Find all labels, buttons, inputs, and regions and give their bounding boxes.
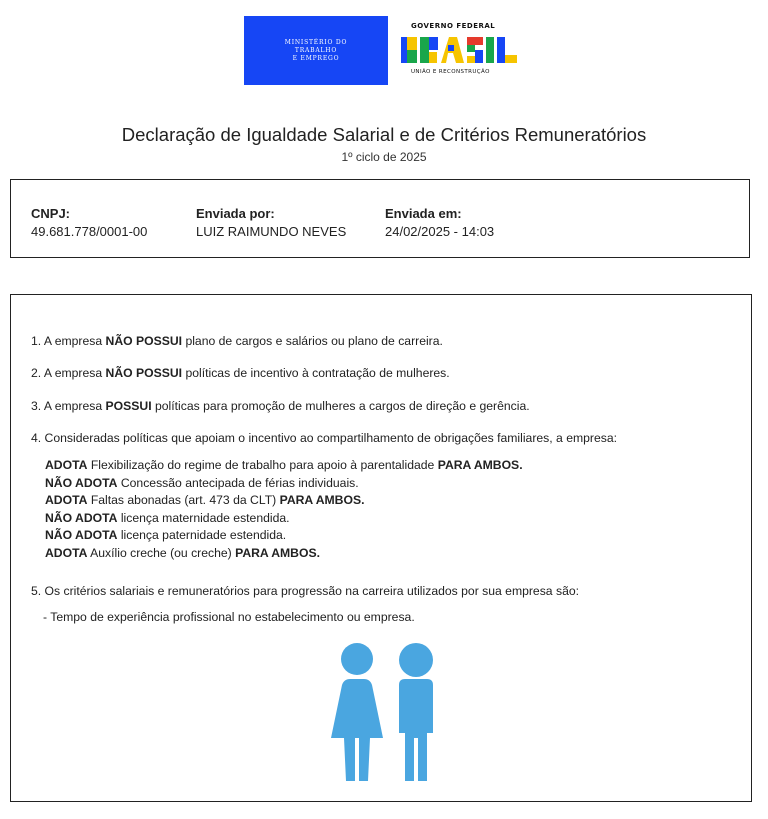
declaration-box bbox=[10, 294, 752, 802]
policy-text: Auxílio creche (ou creche) bbox=[87, 546, 236, 560]
policy-text: Flexibilização do regime de trabalho para apoio à parentalidade bbox=[87, 458, 438, 472]
item-text: 3. A empresa bbox=[31, 399, 106, 413]
item-status: NÃO POSSUI bbox=[105, 334, 183, 348]
cnpj-value: 49.681.778/0001-00 bbox=[31, 224, 148, 239]
policy-item bbox=[45, 475, 359, 493]
policy-text: Faltas abonadas (art. 473 da CLT) bbox=[87, 493, 280, 508]
declaration-item-2 bbox=[31, 366, 450, 380]
policy-item bbox=[45, 457, 523, 475]
brasil-wordmark bbox=[401, 33, 519, 67]
policy-text: Concessão antecipada de férias individuais. bbox=[117, 475, 359, 490]
criteria-item: - Tempo de experiência profissional no estabelecimento ou empresa. bbox=[43, 610, 415, 624]
declaration-item-3 bbox=[31, 399, 530, 413]
policy-status: NÃO ADOTA bbox=[45, 510, 118, 525]
logo-mte-line: TRABALHO bbox=[294, 46, 338, 54]
submission-info-box bbox=[10, 179, 750, 258]
policy-suffix: PARA AMBOS. bbox=[279, 493, 365, 508]
ministerio-trabalho-logo bbox=[244, 16, 388, 85]
item-text: plano de cargos e salários ou plano de carreira. bbox=[182, 334, 443, 348]
item-status: POSSUI bbox=[105, 399, 152, 413]
declaration-item-1 bbox=[31, 334, 443, 348]
policy-status: NÃO ADOTA bbox=[45, 528, 118, 543]
logo-gov-top: GOVERNO FEDERAL bbox=[411, 22, 496, 30]
page-subtitle: 1º ciclo de 2025 bbox=[341, 150, 427, 164]
page-title: Declaração de Igualdade Salarial e de Critérios Remuneratórios bbox=[121, 124, 647, 145]
sent-at-value: 24/02/2025 - 14:03 bbox=[385, 224, 495, 239]
item-text: 1. A empresa bbox=[31, 334, 106, 348]
declaration-item-4: 4. Consideradas políticas que apoiam o incentivo ao compartilhamento de obrigações familiares, a empresa: bbox=[31, 431, 617, 445]
cnpj-label: CNPJ: bbox=[31, 206, 71, 221]
policy-suffix: PARA AMBOS. bbox=[437, 458, 523, 472]
sent-by-value: LUIZ RAIMUNDO NEVES bbox=[196, 224, 347, 239]
policy-suffix: PARA AMBOS. bbox=[235, 546, 320, 560]
item-text: políticas para promoção de mulheres a cargos de direção e gerência. bbox=[151, 399, 530, 413]
policy-text: licença paternidade estendida. bbox=[117, 528, 287, 543]
policy-item bbox=[45, 545, 320, 563]
governo-federal-logo bbox=[401, 22, 519, 82]
logo-mte-line: MINISTÉRIO DO bbox=[284, 38, 348, 46]
policy-status: NÃO ADOTA bbox=[45, 475, 118, 490]
policy-item bbox=[45, 527, 286, 545]
logo-gov-bottom: UNIÃO E RECONSTRUÇÃO bbox=[411, 69, 490, 75]
item-text: políticas de incentivo à contratação de mulheres. bbox=[182, 366, 450, 380]
policy-text: licença maternidade estendida. bbox=[117, 510, 290, 525]
policy-status: ADOTA bbox=[45, 493, 88, 508]
policy-status: ADOTA bbox=[45, 458, 88, 472]
declaration-item-5: 5. Os critérios salariais e remuneratórios para progressão na carreira utilizados por sua empresa são: bbox=[31, 584, 580, 598]
item-status: NÃO POSSUI bbox=[105, 366, 183, 380]
item-text: 2. A empresa bbox=[31, 366, 106, 380]
sent-by-label: Enviada por: bbox=[196, 206, 275, 221]
logo-mte-line: E EMPREGO bbox=[292, 54, 340, 62]
policy-item bbox=[45, 510, 290, 528]
sent-by-field bbox=[196, 205, 346, 241]
woman-man-icon bbox=[317, 643, 447, 783]
cnpj-field bbox=[31, 205, 147, 241]
sent-at-field bbox=[385, 205, 494, 241]
policy-status: ADOTA bbox=[45, 546, 88, 560]
policy-item bbox=[45, 492, 364, 510]
sent-at-label: Enviada em: bbox=[385, 206, 462, 221]
document-header bbox=[0, 124, 768, 164]
